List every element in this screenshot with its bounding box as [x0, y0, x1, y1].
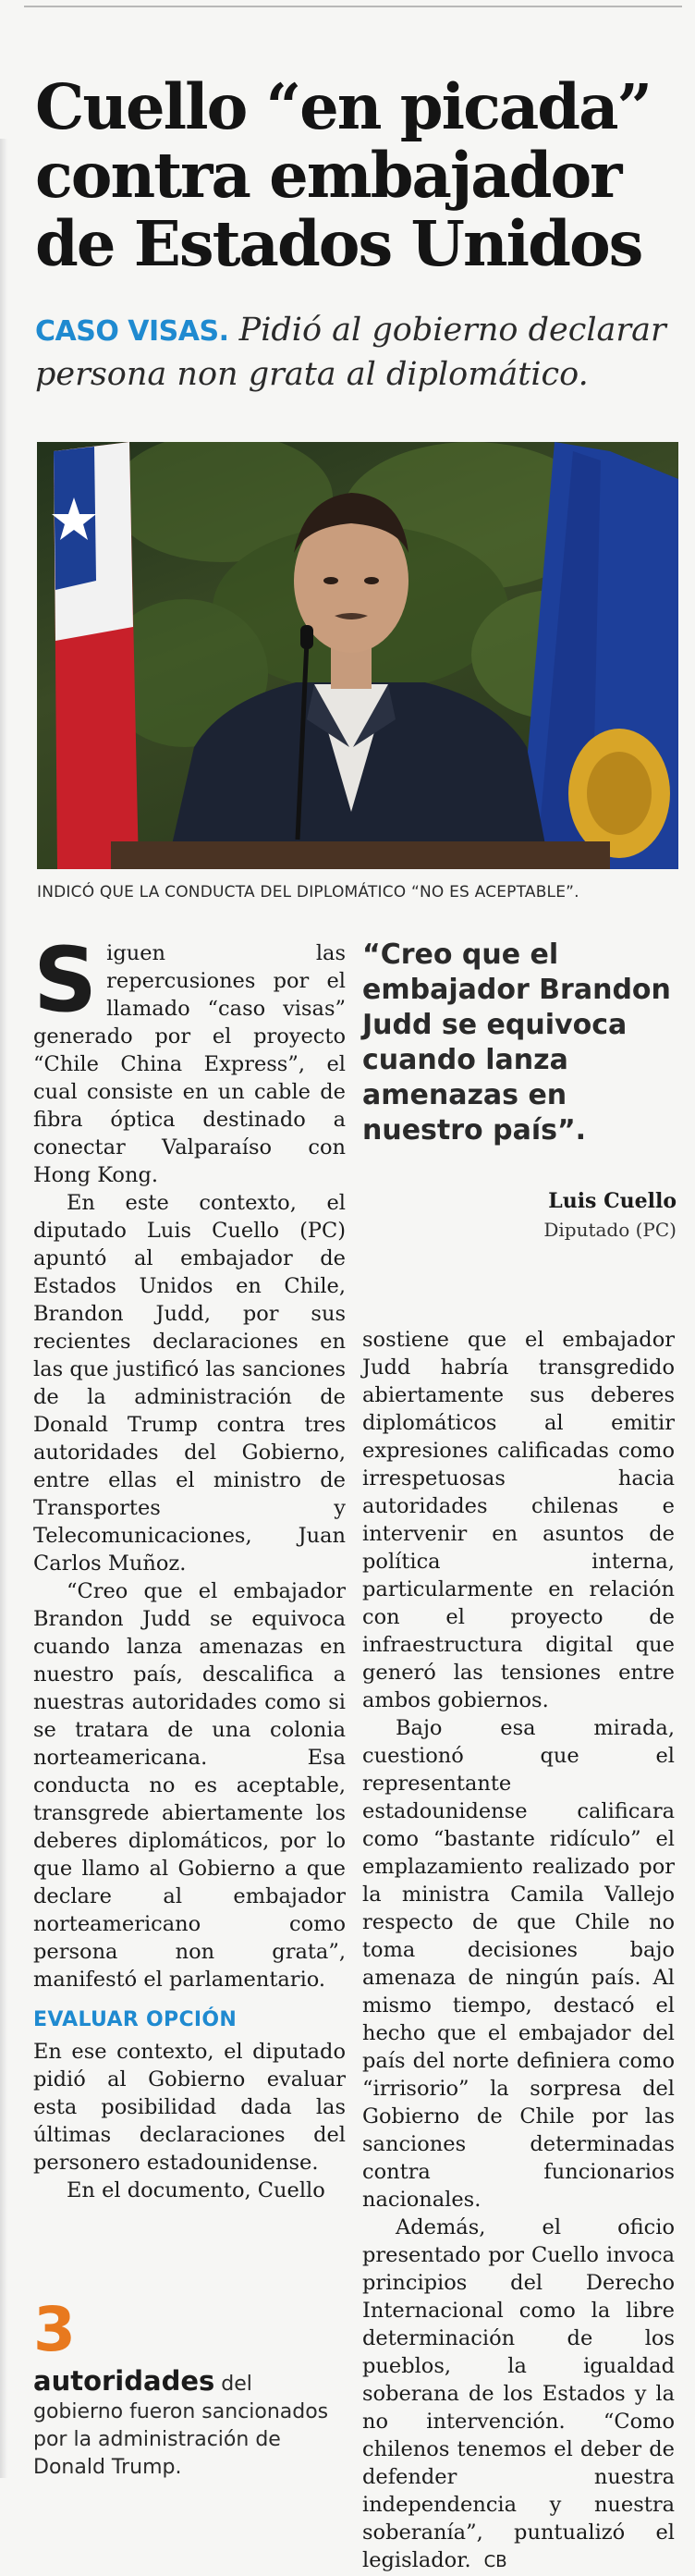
first-paragraph [33, 928, 346, 1189]
paragraph: “Creo que el embajador Brandon Judd se equivoca cuando lanza amenazas en nuestro país, descalifica a nuestras autoridades como si se tratara de una colonia norteamericana. Esa conducta no es aceptable, transgrede abiertamente los deberes diplomáticos, por lo que llamo al Gobierno a que declare al embajador norteamericano como persona non grata”, manifestó el parlamentario. [33, 1579, 346, 1992]
paragraph: Bajo esa mirada, cuestionó que el representante estadounidense calificara como “bastante ridículo” el emplazamiento realizado por la ministra Camila Vallejo respecto de que Chile no toma decisiones bajo amenaza de ningún país. Al mismo tiempo, destacó el hecho que el embajador del país del norte definiera como “irrisorio” la sorpresa del Gobierno de Chile por las sanciones determinadas contra funcionarios nacionales. [362, 1716, 675, 2212]
headline-line: de Estados Unidos [35, 206, 642, 280]
last-paragraph [362, 2214, 675, 2576]
page-edge-shadow [0, 139, 7, 2478]
stat-lead: autoridades [33, 2365, 215, 2397]
pull-quote-author: Luis Cuello [548, 1189, 677, 1213]
end-mark: CB [483, 2552, 507, 2571]
pull-quote-role: Diputado (PC) [543, 1219, 677, 1241]
deck [35, 309, 682, 397]
left-column [33, 928, 346, 2204]
stat-box [33, 2294, 348, 2482]
headline [35, 69, 682, 280]
podium [111, 841, 610, 869]
subhead: EVALUAR OPCIÓN [33, 2008, 238, 2031]
paragraph-text: Además, el oficio presentado por Cuello invoca principios del Derecho Internacional como la libre determinación de los pueblos, la igualdad soberana de los Estados y la no intervención. “Como chilenos tenemos el deber de defender nuestra independencia y nuestra soberanía”, puntualizó el legislador. [362, 2215, 675, 2572]
paragraph: sostiene que el embajador Judd habría transgredido abiertamente sus deberes diplomáticos al emitir expresiones calificadas como irrespetuosas hacia autoridades chilenas e intervenir en asuntos de política interna, particularmente en relación con el proyecto de infraestructura digital que generó las tensiones entre ambos gobiernos. [362, 1328, 675, 1712]
stat-text [33, 2367, 348, 2482]
pull-quote: “Creo que el embajador Brandon Judd se equivoca cuando lanza amenazas en nuestro país”. [362, 938, 671, 1147]
deck-text: Pidió al gobierno declarar persona non grata al diplomático. [35, 312, 666, 393]
photo-illustration [37, 442, 678, 869]
stat-description: del gobierno fueron sancionados por la administración de Donald Trump. [33, 2373, 329, 2479]
headline-line: Cuello “en picada” [35, 69, 652, 143]
headline-line: contra embajador [35, 138, 621, 212]
drop-cap: S [33, 928, 98, 1032]
paragraph: En el documento, Cuello [67, 2178, 325, 2202]
chile-flag [52, 442, 139, 869]
top-rule [24, 6, 682, 7]
right-column [362, 1326, 675, 2576]
kicker: CASO VISAS. [35, 315, 229, 348]
paragraph-text: iguen las repercusiones por el llamado “caso visas” generado por el proyecto “Chile China Express”, el cual consiste en un cable de fibra óptica destinado a conectar Valparaíso con Hong Kong. [33, 941, 346, 1187]
photo-caption: INDICÓ QUE LA CONDUCTA DEL DIPLOMÁTICO “NO ES ACEPTABLE”. [37, 883, 579, 902]
paragraph: En ese contexto, el diputado pidió al Gobierno evaluar esta posibilidad dada las últimas declaraciones del personero estadounidense. [33, 2040, 346, 2175]
article-photo [37, 442, 678, 869]
paragraph: En este contexto, el diputado Luis Cuello (PC) apuntó al embajador de Estados Unidos en Chile, Brandon Judd, por sus recientes declaraciones en las que justificó las sanciones de la administración de Donald Trump contra tres autoridades del Gobierno, entre ellas el ministro de Transportes y Telecomunicaciones, Juan Carlos Muñoz. [33, 1191, 346, 1576]
stat-number: 3 [33, 2294, 76, 2365]
